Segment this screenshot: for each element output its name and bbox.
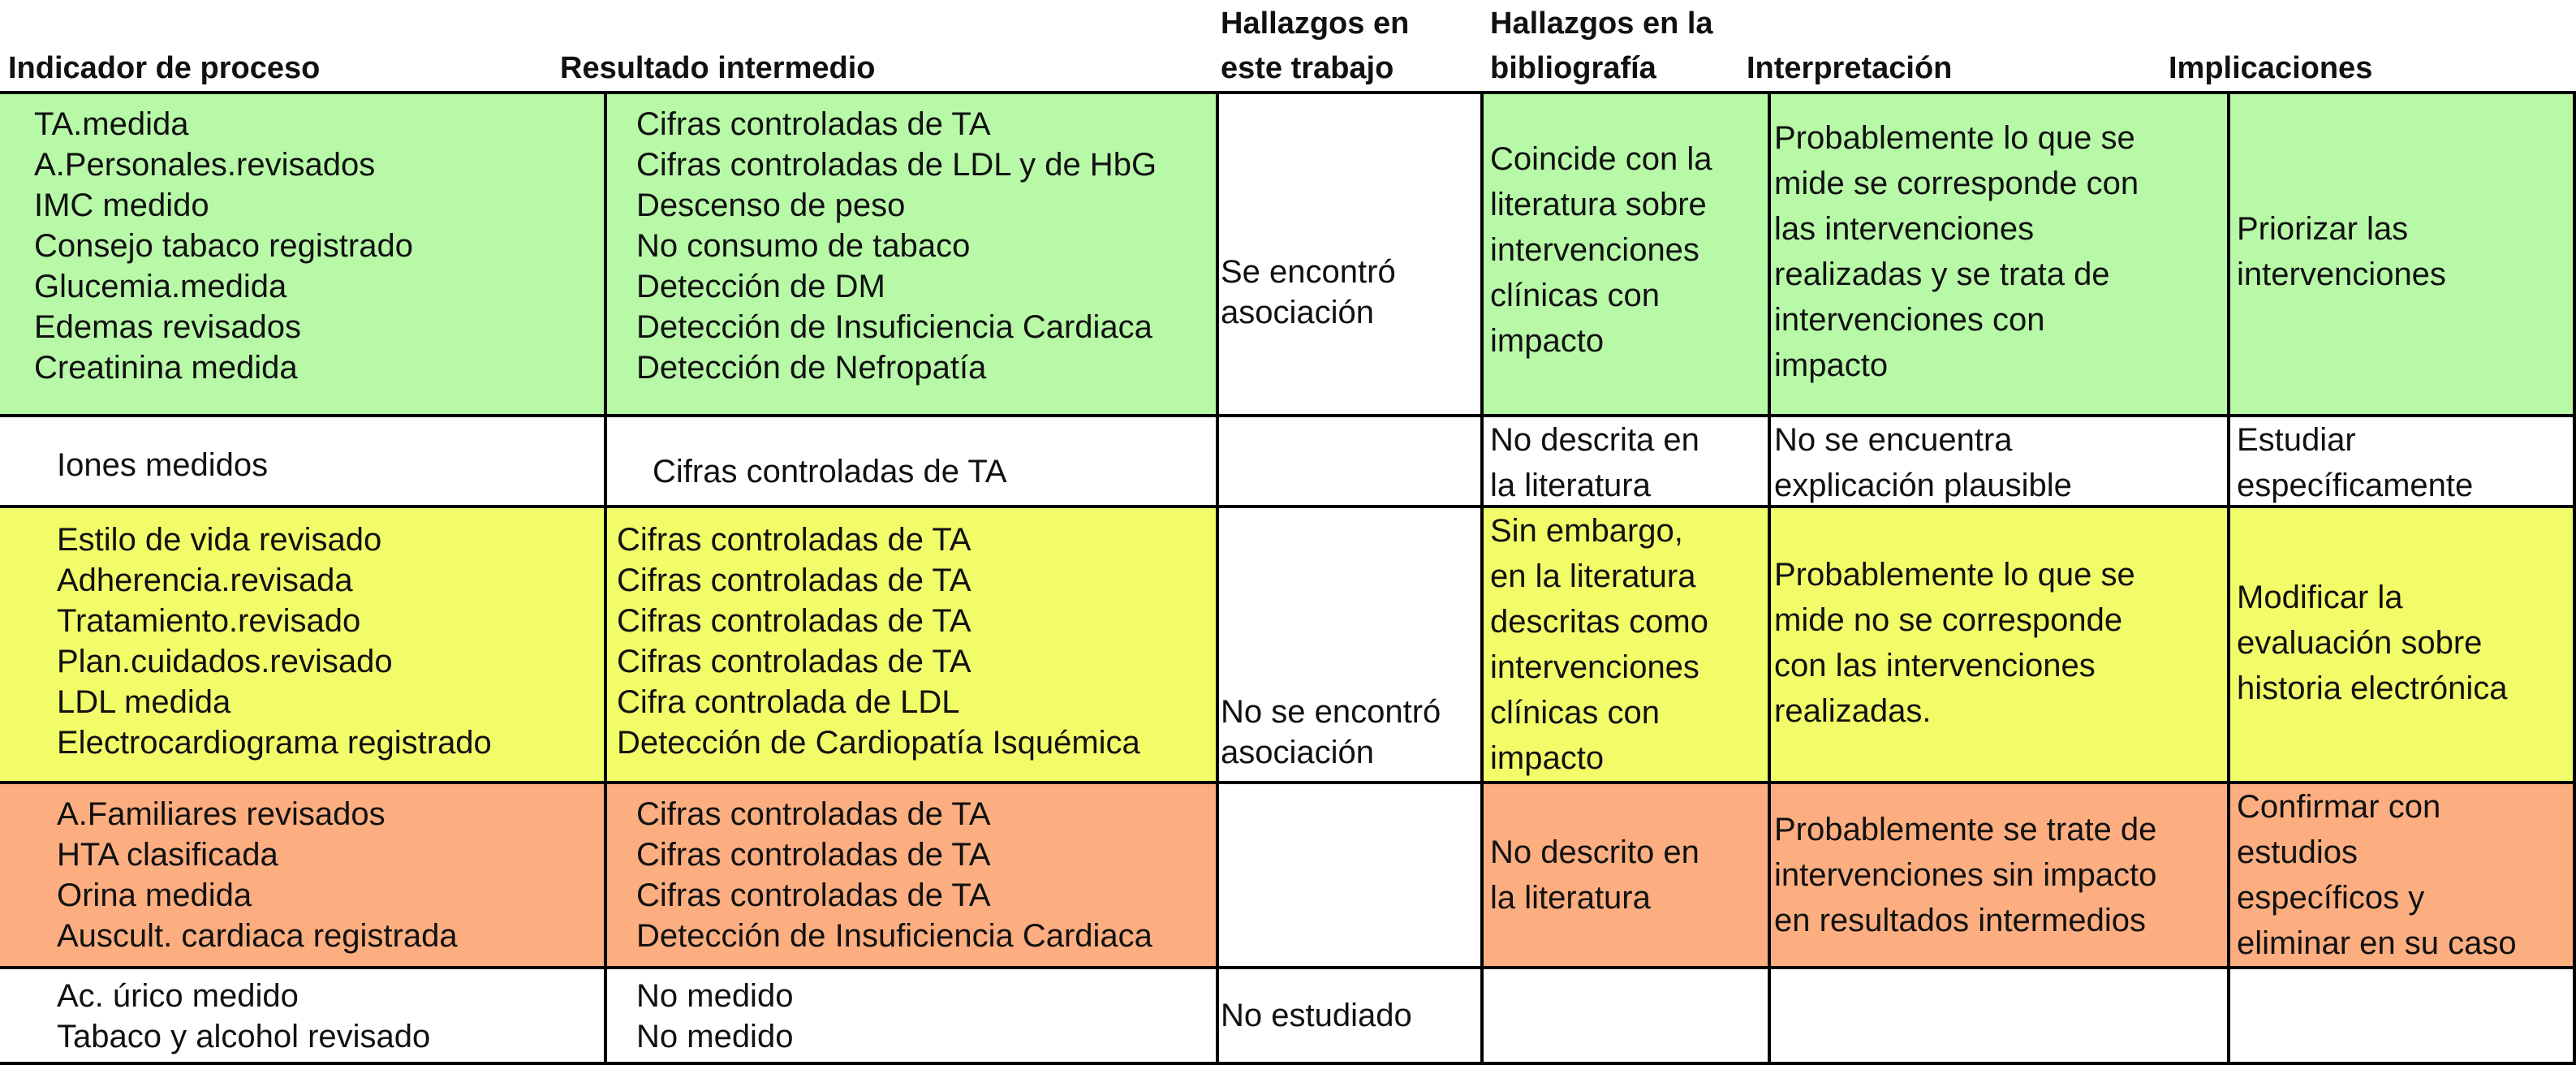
table-row-orange: [0, 783, 2576, 968]
cell-interpretacion: [1769, 968, 2229, 1065]
cell-interpretacion: Probablemente se trate de intervenciones sin impacto en resultados intermedios: [1774, 812, 2157, 938]
header-hallazgos-trabajo: Hallazgos en este trabajo: [1221, 6, 1410, 85]
column-divider: [1216, 91, 1219, 1065]
cell-hallazgos-trabajo: [1217, 783, 1482, 968]
cell-bibliografia: [1482, 968, 1769, 1065]
header-implicaciones: Implicaciones: [2169, 51, 2373, 85]
cell-interpretacion: Probablemente lo que se mide no se corresponde con las intervenciones realizadas.: [1774, 557, 2135, 729]
header-indicador: Indicador de proceso: [8, 51, 321, 85]
table-row-white: [0, 968, 2576, 1065]
column-divider: [1768, 91, 1771, 1065]
cell-interpretacion: Probablemente lo que se mide se corresponde con las intervenciones realizadas y se trata de intervenciones con impacto: [1774, 120, 2139, 383]
row-divider: [0, 505, 2576, 508]
cell-implicaciones: Confirmar con estudios específicos y eliminar en su caso: [2237, 789, 2517, 961]
hallazgos-asociacion-no-encontrada: No se encontró asociación: [1221, 694, 1441, 770]
cell-interpretacion: No se encuentra explicación plausible: [1774, 422, 2072, 503]
cell-bibliografia: No descrita en la literatura: [1490, 422, 1699, 503]
cell-resultado: No medido No medido: [636, 978, 794, 1054]
table-edge-right: [2573, 91, 2576, 1065]
cell-resultado: Cifras controladas de TA Cifras controladas de TA Cifras controladas de TA Detección de Insuficiencia Cardiaca: [636, 796, 1152, 954]
cell-indicador: Ac. úrico medido Tabaco y alcohol revisado: [57, 978, 431, 1054]
cell-indicador: Iones medidos: [57, 447, 269, 483]
row-divider: [0, 781, 2576, 784]
cell-indicador: TA.medida A.Personales.revisados IMC medido Consejo tabaco registrado Glucemia.medida Edemas revisados Creatinina medida: [34, 106, 413, 386]
results-table: [0, 91, 2576, 1065]
cell-implicaciones: [2229, 968, 2576, 1065]
row-divider: [0, 966, 2576, 969]
table-row-white: [0, 416, 2576, 507]
hallazgos-asociacion-encontrada: Se encontró asociación: [1221, 254, 1396, 330]
cell-bibliografia: No descrito en la literatura: [1490, 834, 1699, 916]
table-rule-top: [0, 91, 2576, 94]
header-hallazgos-bibliografia: Hallazgos en la bibliografía: [1490, 6, 1713, 85]
cell-indicador: Estilo de vida revisado Adherencia.revisada Tratamiento.revisado Plan.cuidados.revisado LDL medida Electrocardiograma registrado: [57, 522, 492, 761]
cell-bibliografia: Sin embargo, en la literatura descritas como intervenciones clínicas con impacto: [1490, 513, 1708, 776]
cell-implicaciones: Estudiar específicamente: [2237, 422, 2474, 503]
cell-indicador: A.Familiares revisados HTA clasificada Orina medida Auscult. cardiaca registrada: [57, 796, 458, 954]
header-resultado: Resultado intermedio: [560, 51, 876, 85]
cell-resultado: Cifras controladas de TA: [653, 454, 1007, 489]
column-divider: [1480, 91, 1484, 1065]
cell-hallazgos-trabajo: [1217, 416, 1482, 507]
row-divider: [0, 414, 2576, 417]
cell-resultado: Cifras controladas de TA Cifras controladas de LDL y de HbG Descenso de peso No consumo de tabaco Detección de DM Detección de Insuficiencia Cardiaca Detección de Nefropatía: [636, 106, 1157, 386]
cell-implicaciones: Priorizar las intervenciones: [2237, 211, 2446, 292]
cell-implicaciones: Modificar la evaluación sobre historia electrónica: [2237, 580, 2508, 706]
cell-hallazgos-trabajo: No estudiado: [1221, 998, 1412, 1033]
header-interpretacion: Interpretación: [1747, 51, 1953, 85]
table-rule-bottom: [0, 1062, 2576, 1065]
column-divider: [604, 91, 607, 1065]
cell-bibliografia: Coincide con la literatura sobre intervenciones clínicas con impacto: [1490, 141, 1712, 359]
cell-resultado: Cifras controladas de TA Cifras controladas de TA Cifras controladas de TA Cifras controladas de TA Cifra controlada de LDL Detección de Cardiopatía Isquémica: [617, 522, 1140, 761]
column-divider: [2227, 91, 2230, 1065]
